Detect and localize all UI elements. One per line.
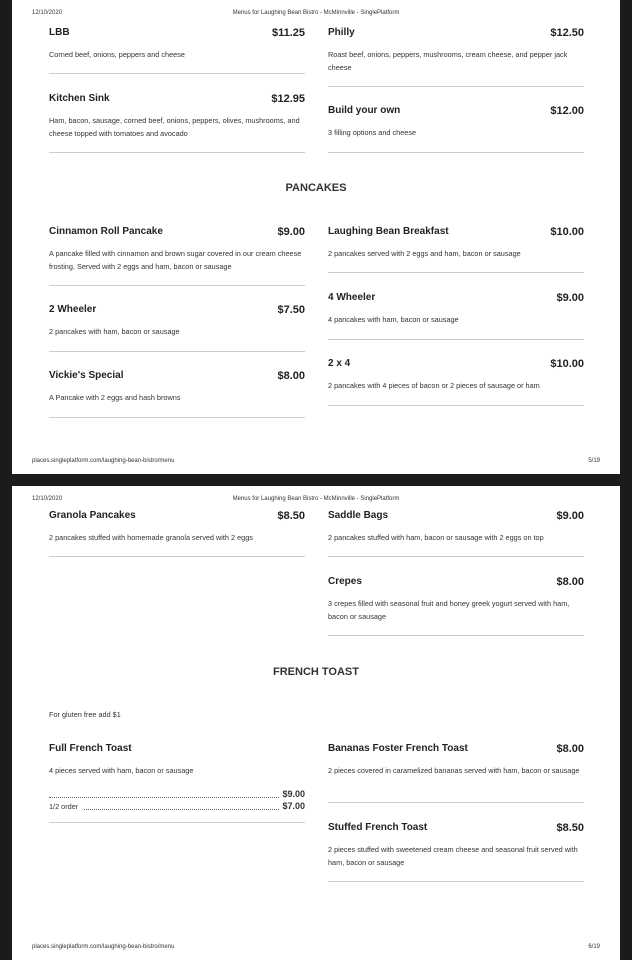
item-price: $9.00 xyxy=(556,510,584,522)
divider xyxy=(328,405,584,406)
page-header xyxy=(32,10,600,20)
page-footer xyxy=(32,944,600,950)
item-description: 2 pancakes stuffed with homemade granola served with 2 eggs xyxy=(49,533,253,542)
item-description: A pancake filled with cinnamon and brown sugar covered in our cream cheese frosting. Served with 2 eggs and ham, bacon or sausage xyxy=(49,249,302,271)
item-price: $9.00 xyxy=(556,292,584,304)
menu-item-vickies-special xyxy=(49,370,305,410)
menu-item-cinnamon-roll-pancake xyxy=(49,226,305,276)
dot-leader xyxy=(49,797,279,798)
item-name: Saddle Bags xyxy=(328,510,389,521)
item-name: 4 Wheeler xyxy=(328,292,376,303)
item-price: $12.00 xyxy=(550,105,584,117)
item-description: 4 pieces served with ham, bacon or sausage xyxy=(49,766,194,775)
divider xyxy=(328,86,584,87)
item-price: $8.00 xyxy=(277,370,305,382)
item-name: Vickie's Special xyxy=(49,370,124,381)
divider xyxy=(49,351,305,352)
item-name: Laughing Bean Breakfast xyxy=(328,226,449,237)
item-description: Corned beef, onions, peppers and cheese xyxy=(49,50,185,59)
divider xyxy=(328,272,584,273)
item-description: 2 pancakes with 4 pieces of bacon or 2 pieces of sausage or ham xyxy=(328,381,540,390)
page-footer xyxy=(32,458,600,464)
header-title: Menus for Laughing Bean Bistro - McMinnville - SinglePlatform xyxy=(232,10,400,16)
item-price: $12.95 xyxy=(271,93,305,105)
item-price: $8.50 xyxy=(556,822,584,834)
header-date: 12/10/2020 xyxy=(32,496,63,502)
menu-item-build-your-own xyxy=(328,105,584,145)
menu-item-bananas-foster-french-toast xyxy=(328,743,584,793)
item-price: $11.25 xyxy=(271,27,305,39)
item-name: LBB xyxy=(49,27,70,38)
section-title-pancakes: PANCAKES xyxy=(285,182,347,194)
option-price: $9.00 xyxy=(282,789,305,799)
page-number: 5/19 xyxy=(588,458,600,464)
item-price: $8.00 xyxy=(556,743,584,755)
item-price: $8.00 xyxy=(556,576,584,588)
price-option-full xyxy=(49,789,305,801)
menu-item-laughing-bean-breakfast xyxy=(328,226,584,266)
item-name: Crepes xyxy=(328,576,362,587)
section-title-french-toast: FRENCH TOAST xyxy=(273,666,359,678)
menu-item-full-french-toast xyxy=(49,743,305,783)
divider xyxy=(49,73,305,74)
divider xyxy=(49,822,305,823)
divider xyxy=(328,635,584,636)
item-name: Full French Toast xyxy=(49,743,132,754)
gluten-free-note: For gluten free add $1 xyxy=(49,710,121,719)
dot-leader xyxy=(84,809,279,810)
page-header xyxy=(32,496,600,506)
item-name: Cinnamon Roll Pancake xyxy=(49,226,163,237)
menu-page-5 xyxy=(12,0,620,474)
item-name: Kitchen Sink xyxy=(49,93,110,104)
page-number: 6/19 xyxy=(588,944,600,950)
item-name: Bananas Foster French Toast xyxy=(328,743,468,754)
menu-item-lbb xyxy=(49,27,305,67)
item-description: 4 pancakes with ham, bacon or sausage xyxy=(328,315,459,324)
menu-item-kitchen-sink xyxy=(49,93,305,143)
divider xyxy=(49,285,305,286)
item-name: Philly xyxy=(328,27,355,38)
menu-item-crepes xyxy=(328,576,584,626)
item-price: $8.50 xyxy=(277,510,305,522)
item-description: 2 pieces covered in caramelized bananas served with ham, bacon or sausage xyxy=(328,766,580,775)
divider xyxy=(328,881,584,882)
menu-item-stuffed-french-toast xyxy=(328,822,584,872)
menu-item-philly xyxy=(328,27,584,77)
footer-url: places.singleplatform.com/laughing-bean-bistro/menu xyxy=(32,458,175,464)
item-name: Build your own xyxy=(328,105,401,116)
item-description: Roast beef, onions, peppers, mushrooms, cream cheese, and pepper jack cheese xyxy=(328,50,568,72)
divider xyxy=(49,556,305,557)
divider xyxy=(328,802,584,803)
item-price: $12.50 xyxy=(550,27,584,39)
item-description: 2 pieces stuffed with sweetened cream cheese and seasonal fruit served with ham, bacon or sausage xyxy=(328,845,578,867)
item-name: Stuffed French Toast xyxy=(328,822,428,833)
item-description: 3 crepes filled with seasonal fruit and honey greek yogurt served with ham, bacon or sausage xyxy=(328,599,570,621)
menu-item-saddle-bags xyxy=(328,510,584,550)
menu-item-granola-pancakes xyxy=(49,510,305,550)
item-name: 2 Wheeler xyxy=(49,304,97,315)
item-description: A Pancake with 2 eggs and hash browns xyxy=(49,393,181,402)
menu-page-6 xyxy=(12,486,620,960)
divider xyxy=(328,556,584,557)
item-description: Ham, bacon, sausage, corned beef, onions, peppers, olives, mushrooms, and cheese topped with tomatoes and avocado xyxy=(49,116,300,138)
item-description: 3 filling options and cheese xyxy=(328,128,417,137)
divider xyxy=(49,152,305,153)
item-price: $10.00 xyxy=(550,226,584,238)
item-description: 2 pancakes stuffed with ham, bacon or sausage with 2 eggs on top xyxy=(328,533,544,542)
item-price: $7.50 xyxy=(277,304,305,316)
item-description: 2 pancakes with ham, bacon or sausage xyxy=(49,327,180,336)
divider xyxy=(49,417,305,418)
item-description: 2 pancakes served with 2 eggs and ham, bacon or sausage xyxy=(328,249,521,258)
menu-item-2-wheeler xyxy=(49,304,305,344)
item-name: 2 x 4 xyxy=(328,358,351,369)
item-price: $10.00 xyxy=(550,358,584,370)
menu-item-2-x-4 xyxy=(328,358,584,398)
item-name: Granola Pancakes xyxy=(49,510,136,521)
option-price: $7.00 xyxy=(282,801,305,811)
header-title: Menus for Laughing Bean Bistro - McMinnville - SinglePlatform xyxy=(232,496,400,502)
divider xyxy=(328,339,584,340)
menu-item-4-wheeler xyxy=(328,292,584,332)
header-date: 12/10/2020 xyxy=(32,10,63,16)
price-option-half xyxy=(49,801,305,813)
divider xyxy=(328,152,584,153)
option-label: 1/2 order xyxy=(49,802,79,811)
footer-url: places.singleplatform.com/laughing-bean-bistro/menu xyxy=(32,944,175,950)
item-price: $9.00 xyxy=(277,226,305,238)
